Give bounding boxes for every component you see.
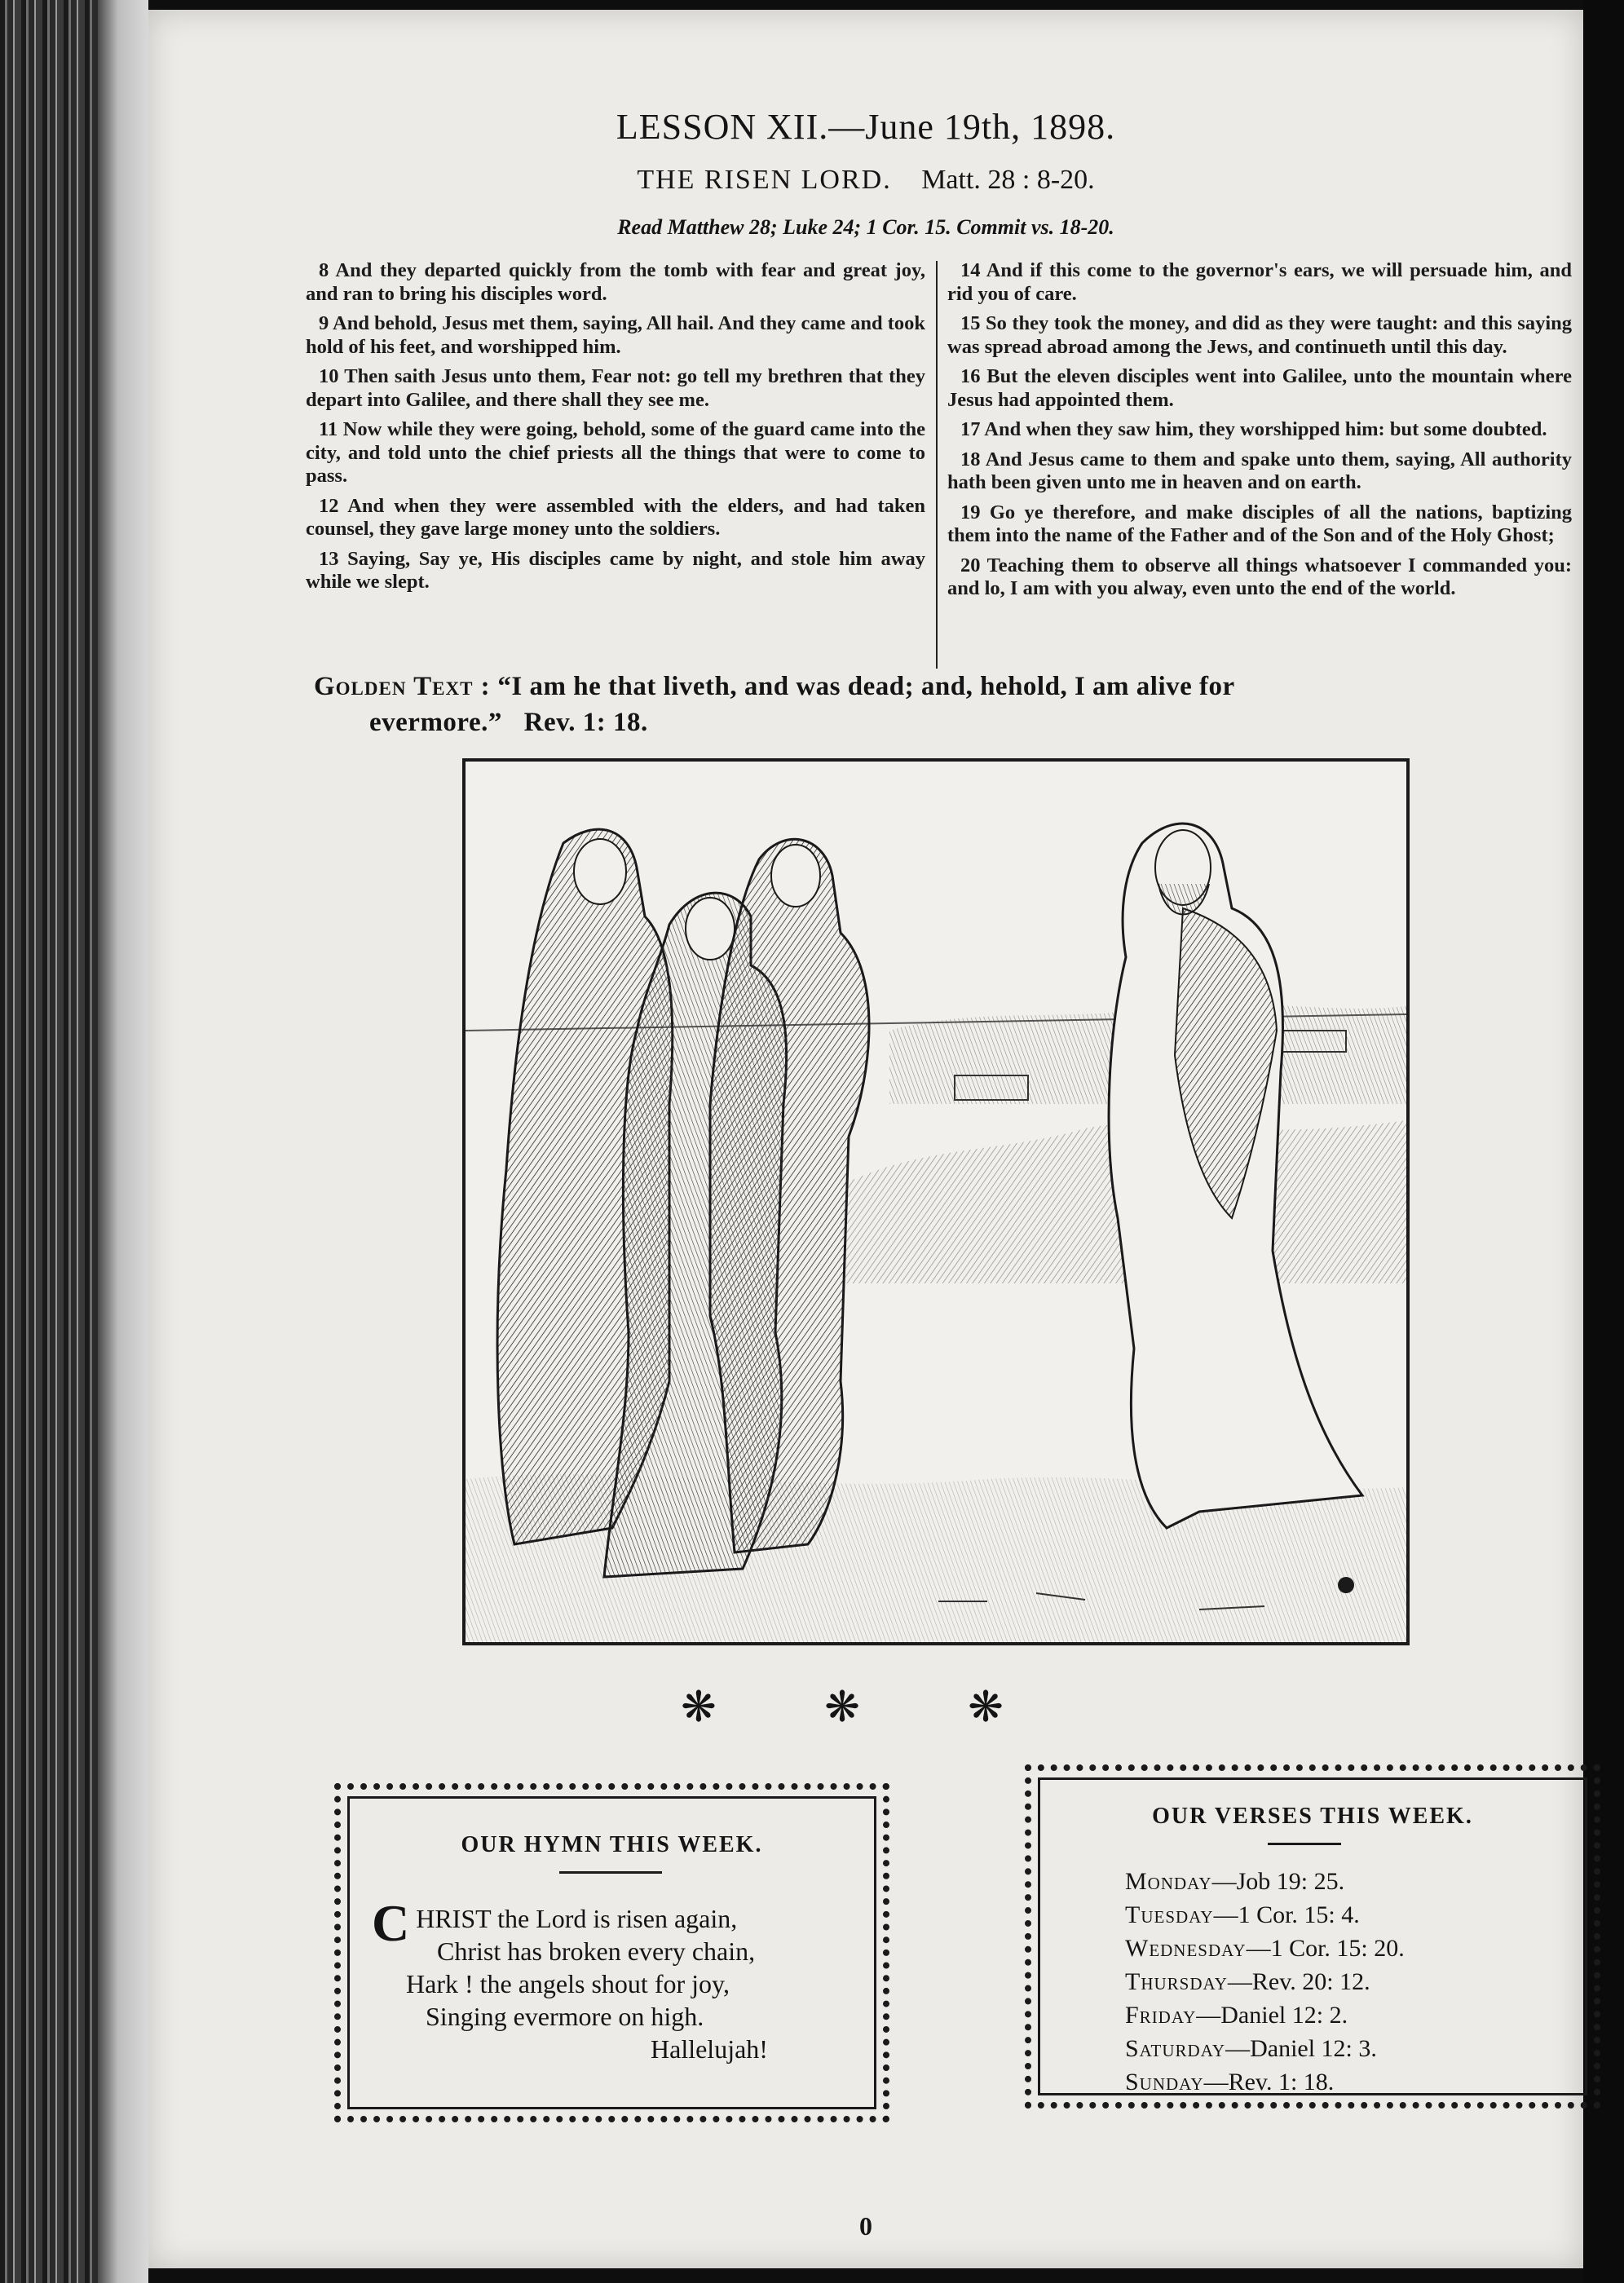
scripture-reference: Matt. 28 : 8-20.: [921, 165, 1095, 195]
verse-18: 18 And Jesus came to them and spake unto them, saying, All authority hath been given unto me in heaven and on earth.: [947, 448, 1572, 493]
golden-text-line2: evermore.”: [369, 708, 502, 737]
verse-8: 8 And they departed quickly from the tomb with fear and great joy, and ran to bring his disciples word.: [306, 259, 925, 305]
verse-9: 9 And behold, Jesus met them, saying, All hail. And they came and took hold of his feet, and worshipped him.: [306, 312, 925, 358]
golden-text-label: Golden Text :: [314, 672, 491, 701]
verse-12: 12 And when they were assembled with the elders, and had taken counsel, they gave large money unto the soldiers.: [306, 494, 925, 540]
reading-assignment: Read Matthew 28; Luke 24; 1 Cor. 15. Commit vs. 18-20.: [617, 215, 1114, 239]
verse-17: 17 And when they saw him, they worshipped him: but some doubted.: [960, 418, 1547, 440]
weekly-verses-rule: [1268, 1843, 1341, 1845]
ornament-divider: ❋ ❋ ❋: [681, 1683, 1051, 1732]
hymn-verse: [372, 1894, 828, 2065]
column-divider: [936, 261, 938, 669]
golden-text-reference: Rev. 1: 18.: [523, 708, 648, 737]
scripture-text: [306, 259, 1572, 671]
verse-19: 19 Go ye therefore, and make disciples of all the nations, baptizing them into the name of the Father and of the Son and of the Holy Ghost;: [947, 501, 1572, 546]
engraving-illustration: [462, 758, 1410, 1645]
weekly-verses-list: [1125, 1865, 1405, 2099]
hymn-line-5: Hallelujah!: [651, 2034, 768, 2064]
hymn-line-2: Christ has broken every chain,: [437, 1936, 756, 1966]
verse-15: 15 So they took the money, and did as they were taught: and this saying was spread abroad among the Jews, and continueth until this day.: [947, 312, 1572, 358]
hymn-line-1: HRIST the Lord is risen again,: [416, 1904, 738, 1933]
illustration-art: [466, 762, 1406, 1642]
weekly-verses-title: OUR VERSES THIS WEEK.: [1152, 1804, 1473, 1829]
verse-day-friday: Friday—Daniel 12: 2.: [1125, 2002, 1348, 2029]
book-page: [148, 10, 1583, 2268]
book-spine-edge: [0, 0, 148, 2283]
hymn-dropcap: C: [372, 1894, 410, 1952]
verse-day-sunday: Sunday—Rev. 1: 18.: [1125, 2069, 1335, 2095]
hymn-box: [334, 1783, 889, 2122]
lesson-subtitle: [148, 165, 1583, 196]
hymn-title-rule: [559, 1871, 662, 1874]
verse-day-thursday: Thursday—Rev. 20: 12.: [1125, 1968, 1370, 1995]
golden-text: [314, 669, 1569, 740]
golden-text-line1: “I am he that liveth, and was dead; and, hehold, I am alive for: [497, 672, 1235, 701]
weekly-verses-box: [1025, 1764, 1600, 2109]
verse-11: 11 Now while they were going, behold, some of the guard came into the city, and told unto the chief priests all the things that were to come to pass.: [306, 418, 925, 487]
verse-day-saturday: Saturday—Daniel 12: 3.: [1125, 2035, 1377, 2062]
verse-16: 16 But the eleven disciples went into Galilee, unto the mountain where Jesus had appointed them.: [947, 365, 1572, 411]
hymn-title: OUR HYMN THIS WEEK.: [461, 1832, 763, 1857]
verses-left-column: [306, 259, 925, 601]
verse-14: 14 And if this come to the governor's ears, we will persuade him, and rid you of care.: [947, 259, 1572, 305]
hymn-line-4: Singing evermore on high.: [426, 2002, 704, 2031]
verse-20: 20 Teaching them to observe all things whatsoever I commanded you: and lo, I am with you alway, even unto the end of the world.: [947, 554, 1572, 599]
hymn-line-3: Hark ! the angels shout for joy,: [406, 1969, 730, 1998]
page-number: 0: [859, 2211, 872, 2241]
verse-day-monday: Monday—Job 19: 25.: [1125, 1868, 1345, 1895]
verses-right-column: [947, 259, 1572, 607]
verse-day-tuesday: Tuesday—1 Cor. 15: 4.: [1125, 1901, 1360, 1928]
lesson-name: THE RISEN LORD.: [637, 165, 892, 195]
verse-day-wednesday: Wednesday—1 Cor. 15: 20.: [1125, 1935, 1405, 1962]
verse-13: 13 Saying, Say ye, His disciples came by night, and stole him away while we slept.: [306, 547, 925, 593]
verse-10: 10 Then saith Jesus unto them, Fear not: go tell my brethren that they depart into Galilee, and there shall they see me.: [306, 365, 925, 411]
lesson-title: LESSON XII.—June 19th, 1898.: [616, 107, 1116, 147]
